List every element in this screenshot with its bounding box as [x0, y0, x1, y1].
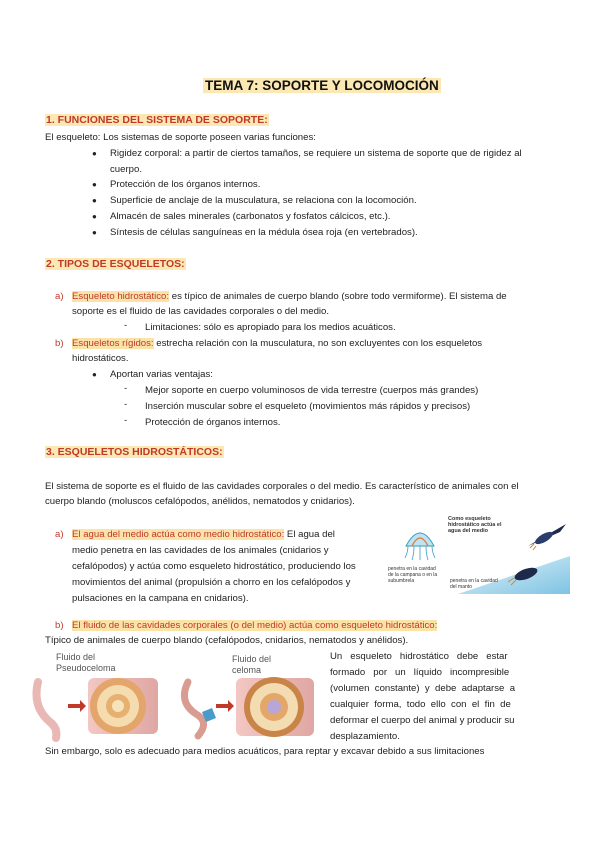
s3-b-text: Típico de animales de cuerpo blando (cefalópodos, cnidarios, nematodos y anélidos).: [45, 635, 409, 646]
s3-right-line: formado por un líquido incompresible: [330, 667, 510, 678]
s3-intro-1: El sistema de soporte es el fluido de las cavidades corporales o del medio. Es característico de animales con el: [45, 481, 519, 492]
s3-a-line4: movimientos del animal (propulsión a chorro en los cefalópodos y: [72, 577, 351, 588]
bullet-icon: ●: [92, 212, 97, 221]
s3-right-line: (volumen constante) y debe adaptarse a: [330, 683, 516, 694]
s3-b-marker: b): [55, 620, 64, 631]
s2-a-marker: a): [55, 291, 64, 302]
dash-icon: -: [124, 320, 128, 331]
page-title: TEMA 7: SOPORTE Y LOCOMOCIÓN: [205, 78, 439, 93]
s2-b-dash: Inserción muscular sobre el esqueleto (movimientos más rápidos y precisos): [145, 401, 471, 412]
s3-a-label: El agua del medio actúa como medio hidrostático:: [72, 529, 285, 540]
bullet-icon: ●: [92, 196, 97, 205]
s3-b-line: [72, 618, 437, 634]
section-2-heading: 2. TIPOS DE ESQUELETOS:: [46, 258, 185, 270]
bullet-icon: ●: [92, 180, 97, 189]
bullet-icon: ●: [92, 149, 97, 158]
s3-a-line5: pulsaciones en la campana en cnidarios).: [72, 593, 249, 604]
s1-bullet: Rigidez corporal: a partir de ciertos tamaños, se requiere un sistema de soporte que de rigidez al: [110, 148, 522, 159]
s1-bullet: Superficie de anclaje de la musculatura, se relaciona con la locomoción.: [110, 195, 417, 206]
s3-a-line3: cefalópodos) y actúa como esqueleto hidrostático, produciendo los: [72, 561, 356, 572]
section-1-intro: El esqueleto: Los sistemas de soporte poseen varias funciones:: [45, 132, 316, 143]
section-3-heading: 3. ESQUELETOS HIDROSTÁTICOS:: [46, 446, 223, 458]
s3-b-label: El fluido de las cavidades corporales (o del medio) actúa como esqueleto hidrostático:: [72, 620, 438, 631]
figure-left-label: penetra en la cavidad de la campana o en la subumbrela: [388, 566, 438, 584]
s1-bullet: Síntesis de células sanguíneas en la médula ósea roja (en vertebrados).: [110, 227, 418, 238]
s2-b-label: Esqueletos rígidos:: [72, 338, 154, 349]
s2-a-line2: soporte es el fluido de las cavidades corporales o del medio.: [72, 306, 330, 317]
s2-b-bullet: Aportan varias ventajas:: [110, 369, 213, 380]
dash-icon: -: [124, 383, 128, 394]
s2-b-line2: hidrostáticos.: [72, 353, 129, 364]
dash-icon: -: [124, 399, 128, 410]
figure-label-coelom: Fluido del celoma: [232, 654, 272, 675]
figure-caption: Como esqueleto hidrostático actúa el agua del medio: [448, 516, 502, 534]
dash-icon: -: [124, 415, 128, 426]
s3-a-marker: a): [55, 529, 64, 540]
bullet-icon: ●: [92, 370, 97, 379]
s3-right-line: deformar el cuerpo del animal y producir su: [330, 715, 515, 726]
bullet-icon: ●: [92, 228, 97, 237]
s2-b-line: Esqueletos rígidos: estrecha relación con la musculatura, no son excluyentes con los esqueletos: [72, 338, 483, 349]
s2-a-line: Esqueleto hidrostático: es típico de animales de cuerpo blando (sobre todo vermiforme). El sistema de: [72, 291, 507, 302]
s3-closing: Sin embargo, solo es adecuado para medios acuáticos, para reptar y excavar debido a sus limitaciones: [45, 746, 485, 757]
s1-bullet-cont: cuerpo.: [110, 164, 142, 175]
s2-a-dash: Limitaciones: sólo es apropiado para los medios acuáticos.: [145, 322, 396, 333]
s3-right-line: desplazamiento.: [330, 731, 400, 742]
figure-right-label: penetra en la cavidad del manto: [450, 578, 498, 590]
figure-body-cavities: [28, 652, 323, 742]
s3-intro-2: cuerpo blando (moluscos cefalópodos, anélidos, nematodos y cnidarios).: [45, 496, 355, 507]
s2-b-dash: Protección de órganos internos.: [145, 417, 281, 428]
s1-bullet: Almacén de sales minerales (carbonatos y fosfatos cálcicos, etc.).: [110, 211, 391, 222]
s2-b-marker: b): [55, 338, 64, 349]
s2-a-label: Esqueleto hidrostático:: [72, 291, 170, 302]
section-1-heading: 1. FUNCIONES DEL SISTEMA DE SOPORTE:: [46, 114, 268, 126]
s3-a-line: El agua del medio actúa como medio hidrostático: El agua del: [72, 529, 335, 540]
s3-right-line: Un esqueleto hidrostático debe estar: [330, 651, 508, 662]
s2-b-dash: Mejor soporte en cuerpo voluminosos de vida terrestre (cuerpos más grandes): [145, 385, 479, 396]
s3-a-line2: medio penetra en las cavidades de los animales (cnidarios y: [72, 545, 329, 556]
s3-right-line: cualquier forma, todo ello con el fin de: [330, 699, 511, 710]
s1-bullet: Protección de los órganos internos.: [110, 179, 261, 190]
figure-hydrostatic-medium: [388, 516, 570, 594]
figure-label-pseudocoelom: Fluido del Pseudoceloma: [56, 652, 116, 673]
